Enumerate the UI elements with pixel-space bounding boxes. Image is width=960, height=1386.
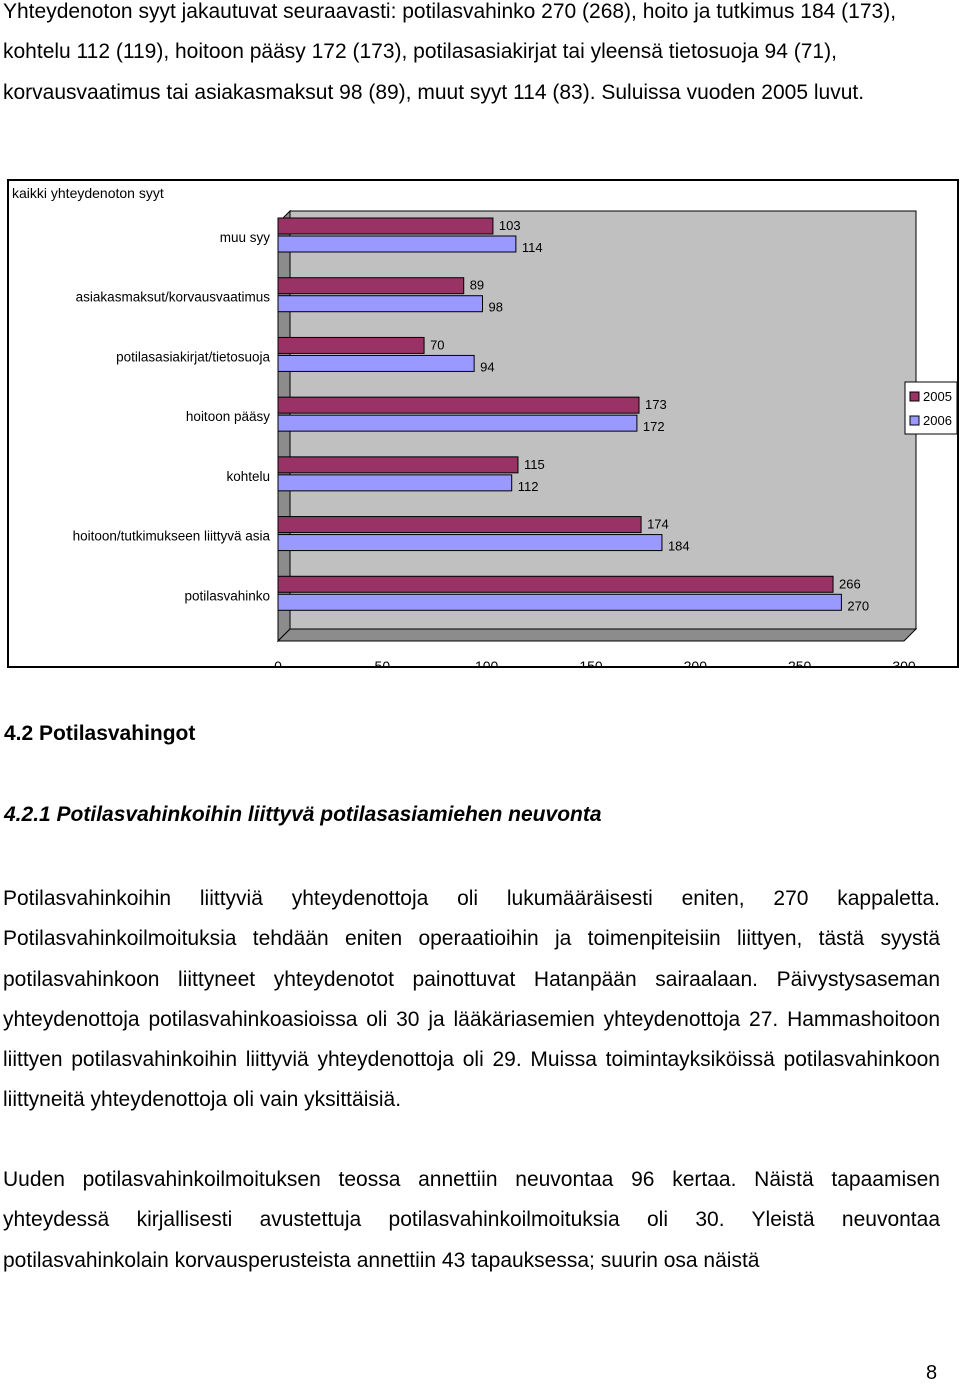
x-tick-label: 50	[374, 658, 391, 666]
category-label: muu syy	[219, 230, 270, 245]
legend-swatch	[910, 416, 919, 425]
x-tick-label: 300	[892, 658, 916, 666]
x-tick-label: 100	[474, 658, 499, 666]
x-tick-label: 150	[579, 658, 603, 666]
bar-2005	[278, 517, 641, 533]
bar-2006	[278, 594, 841, 610]
category-label: hoitoon/tutkimukseen liittyvä asia	[72, 528, 270, 544]
bar-2005	[278, 337, 424, 353]
bar-2006	[278, 415, 637, 431]
x-tick-label: 0	[274, 658, 282, 666]
data-label: 270	[847, 598, 870, 614]
legend-label: 2006	[923, 413, 952, 428]
data-label: 172	[642, 419, 665, 435]
category-label: potilasasiakirjat/tietosuoja	[116, 349, 270, 365]
data-label: 98	[488, 299, 503, 315]
bar-2005	[278, 576, 833, 592]
data-label: 70	[430, 337, 445, 353]
subsection-heading: 4.2.1 Potilasvahinkoihin liittyvä potilasasiamiehen neuvonta	[4, 803, 602, 826]
page-number: 8	[926, 1362, 938, 1384]
reasons-bar-chart	[7, 179, 959, 668]
plot-floor	[278, 629, 916, 641]
data-label: 184	[667, 538, 690, 554]
bar-2006	[278, 296, 482, 312]
data-label: 94	[480, 359, 495, 375]
x-tick-label: 200	[683, 658, 708, 666]
legend-label: 2005	[923, 389, 952, 404]
data-label: 103	[498, 218, 521, 233]
bar-2006	[278, 355, 474, 371]
data-label: 89	[469, 277, 485, 293]
bar-2005	[278, 218, 493, 234]
data-label: 112	[517, 478, 539, 494]
intro-paragraph: Yhteydenoton syyt jakautuvat seuraavasti: potilasvahinko 270 (268), hoito ja tutkimus 184 (173), kohtelu 112 (119), hoitoon pääsy 172 (173), potilasasiakirjat tai yleensä tietosuoja 94 (71), korvausvaatimus tai asiakasmaksut 98 (89), muut syyt 114 (83). Suluissa vuoden 2005 luvut.	[3, 0, 897, 104]
category-label: kohtelu	[226, 468, 270, 484]
data-label: 173	[644, 397, 667, 413]
bar-2006	[278, 475, 512, 491]
bar-2005	[278, 397, 639, 413]
category-label: hoitoon pääsy	[185, 409, 270, 425]
category-label: potilasvahinko	[184, 588, 270, 604]
data-label: 115	[523, 456, 545, 472]
paragraph-1: Potilasvahinkoihin liittyviä yhteydenottoja oli lukumääräisesti eniten, 270 kappaletta. Potilasvahinkoilmoituksia tehdään eniten operaatioihin ja toimenpiteisiin liittyen, tästä syystä potilasvahinkoon liittyneet yhteydenotot painottuvat Hatanpään sairaalaan. Päivystysaseman yhteydenottoja potilasvahinkoasioissa oli 30 ja lääkäriasemien yhteydenottoja 27. Hammashoitoon liittyen potilasvahinkoihin liittyviä yhteydenottoja oli 29. Muissa toimintayksiköissä potilasvahinkoon liittyneitä yhteydenottoja oli vain yksittäisiä.	[3, 887, 940, 1112]
paragraph-2: Uuden potilasvahinkoilmoituksen teossa annettiin neuvontaa 96 kertaa. Näistä tapaamisen yhteydessä kirjallisesti avustettuja potilasvahinkoilmoituksia oli 30. Yleistä neuvontaa potilasvahinkolain korvausperusteista annettiin 43 tapauksessa; suurin osa näistä	[3, 1168, 940, 1272]
category-label: asiakasmaksut/korvausvaatimus	[75, 289, 270, 305]
bar-2005	[278, 457, 518, 473]
bar-2006	[278, 535, 662, 551]
bar-2006	[278, 236, 516, 252]
legend-swatch	[910, 392, 919, 401]
chart-svg	[9, 181, 957, 666]
section-heading: 4.2 Potilasvahingot	[4, 722, 196, 745]
bar-2005	[278, 278, 464, 294]
chart-title: kaikki yhteydenoton syyt	[12, 185, 164, 201]
x-tick-label: 250	[787, 658, 812, 666]
data-label: 174	[647, 516, 669, 532]
data-label: 266	[839, 576, 861, 592]
data-label: 114	[521, 240, 543, 255]
